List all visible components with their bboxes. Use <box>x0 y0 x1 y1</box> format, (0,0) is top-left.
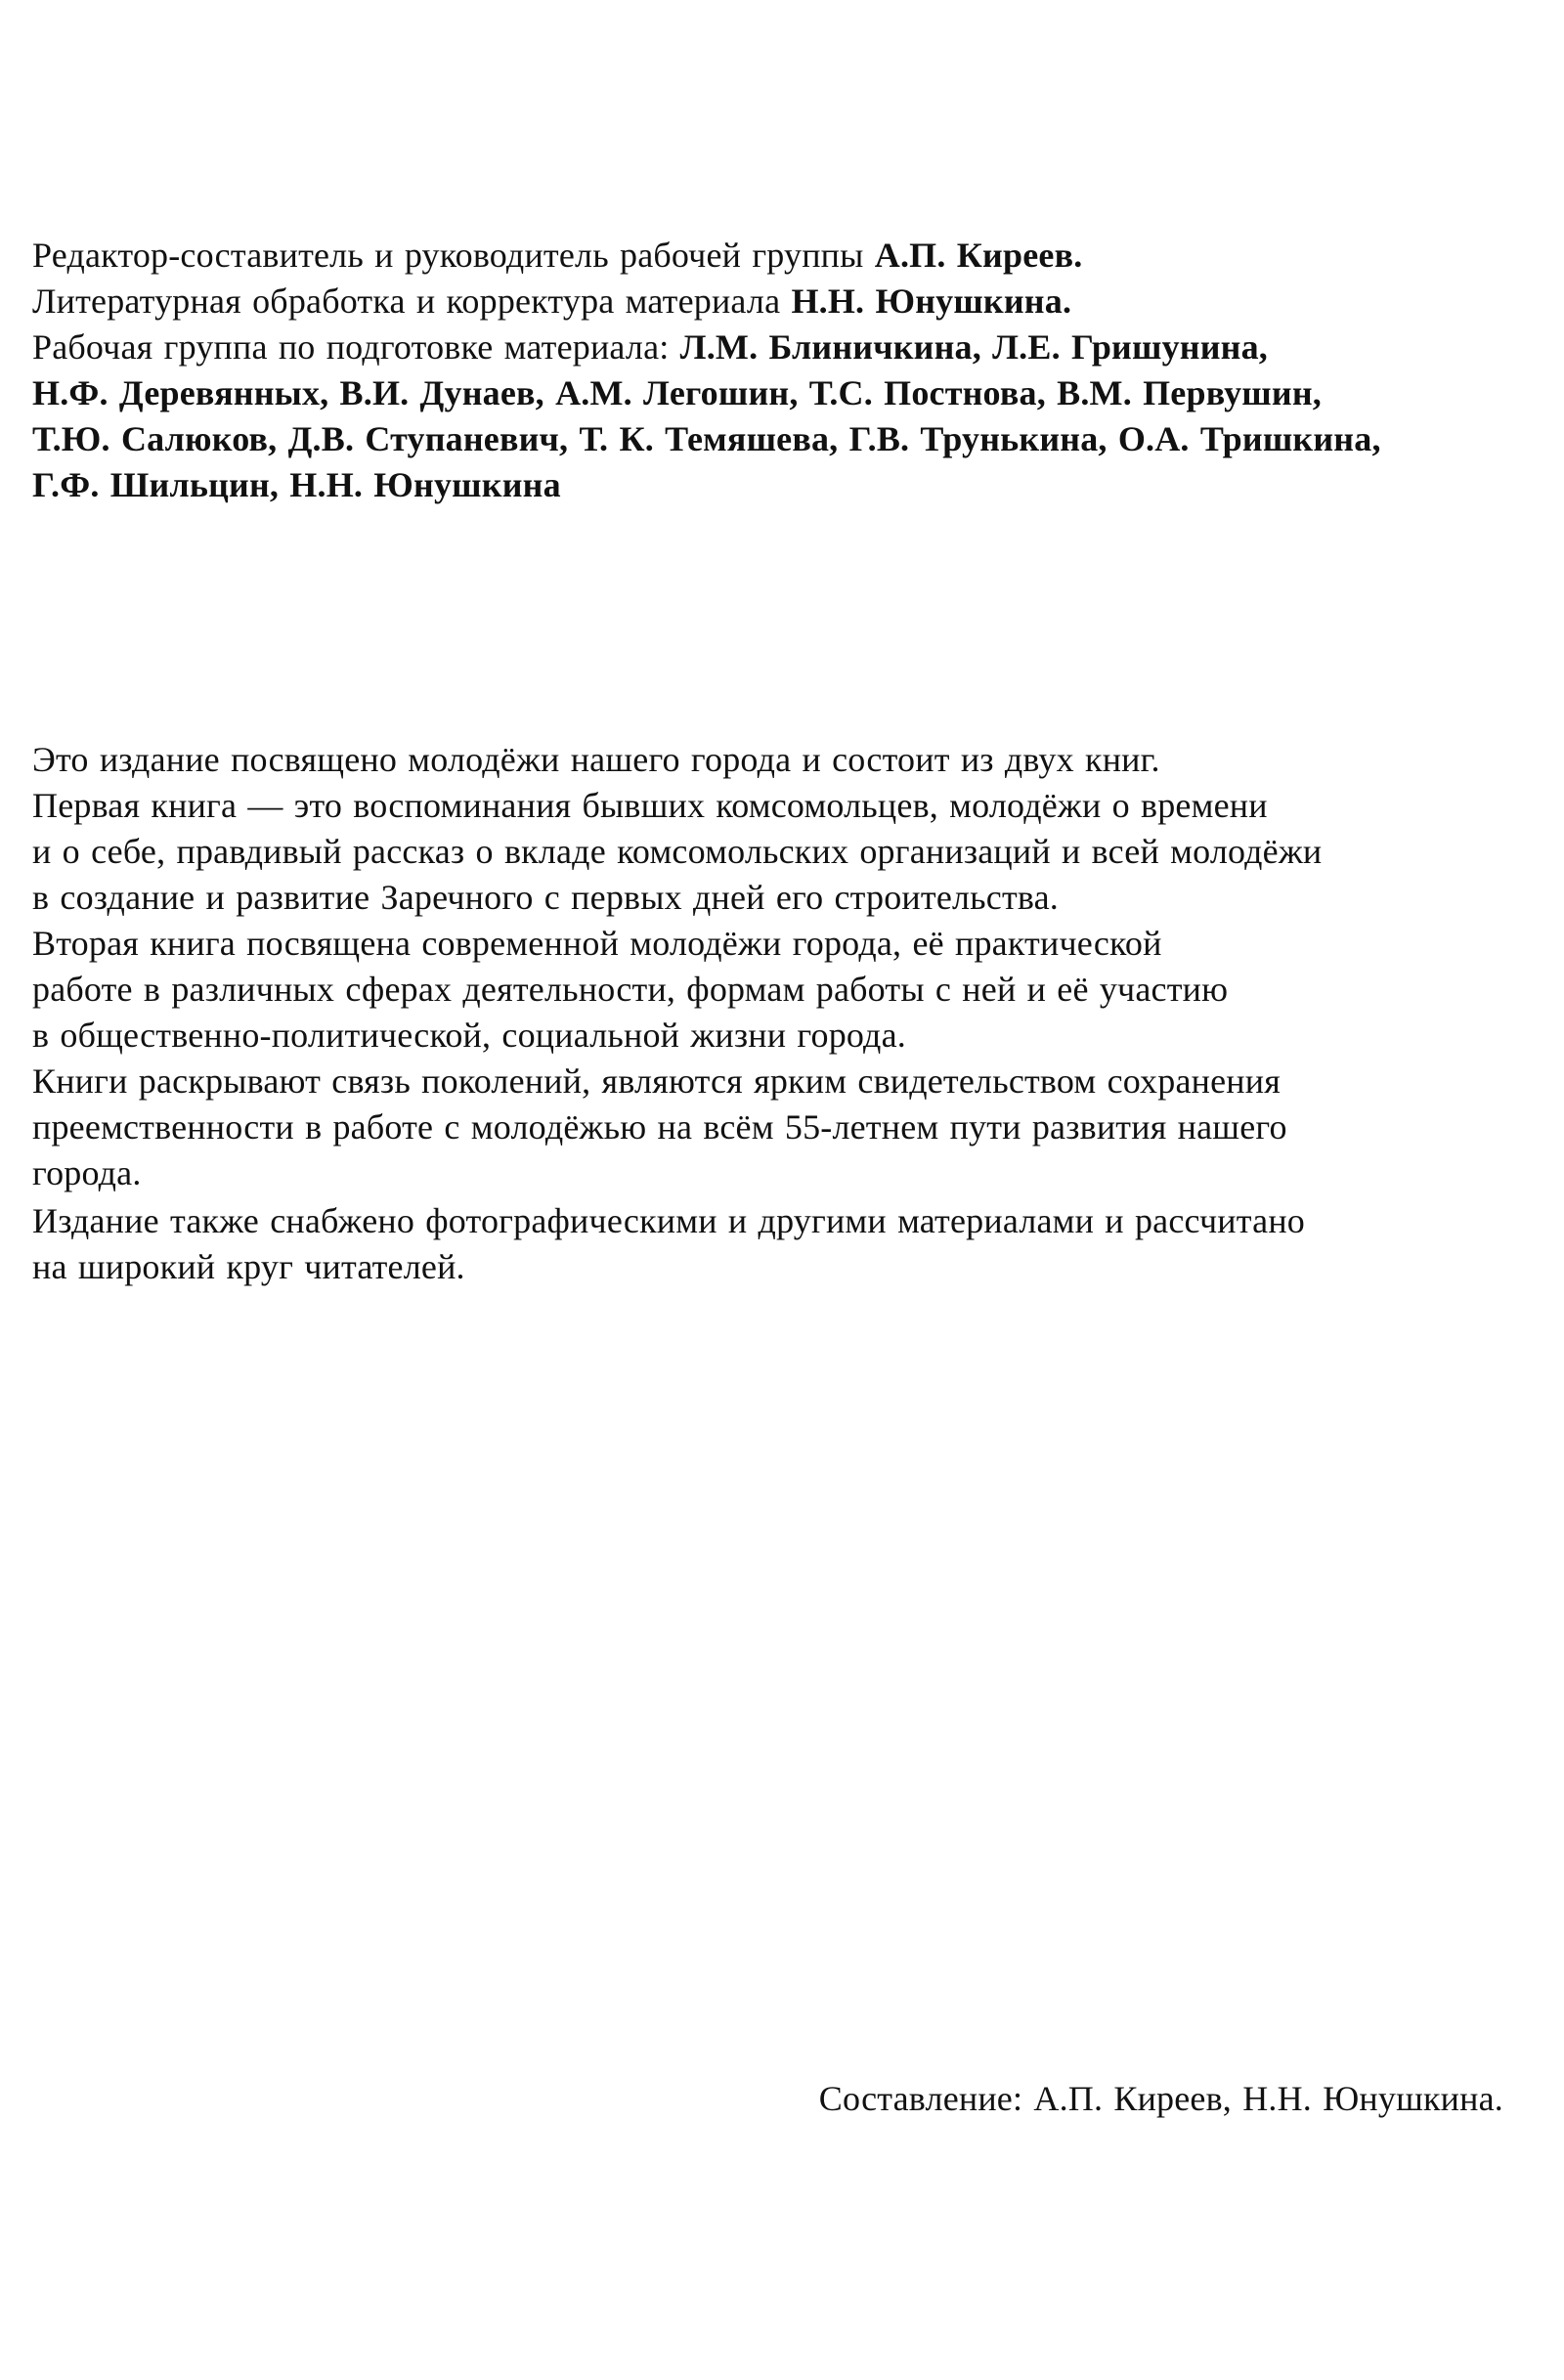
text-line <box>32 737 1525 783</box>
editorial-credits-block <box>32 233 1525 508</box>
text-segment: Вторая книга посвящена современной молодёжи города, её практической <box>32 924 1162 963</box>
compilation-credit-line <box>32 2076 1525 2122</box>
text-segment: в общественно-политической, социальной жизни города. <box>32 1016 906 1055</box>
text-segment: работе в различных сферах деятельности, формам работы с ней и её участию <box>32 970 1229 1009</box>
text-line <box>32 370 1525 416</box>
text-segment: Рабочая группа по подготовке материала: <box>32 327 680 367</box>
text-segment: преемственности в работе с молодёжью на всём 55-летнем пути развития нашего <box>32 1107 1287 1147</box>
name-emphasis: Т.Ю. Салюков, Д.В. Ступаневич, Т. К. Темяшева, Г.В. Трунькина, О.А. Тришкина, <box>32 419 1381 458</box>
text-segment: Издание также снабжено фотографическими и другими материалами и рассчитано <box>32 1201 1305 1240</box>
edition-description-block <box>32 737 1525 1196</box>
text-line <box>32 1013 1525 1059</box>
text-segment: Книги раскрывают связь поколений, являются ярким свидетельством сохранения <box>32 1061 1281 1101</box>
text-line <box>32 1150 1525 1196</box>
text-segment: на широкий круг читателей. <box>32 1247 465 1286</box>
text-segment: в создание и развитие Заречного с первых дней его строительства. <box>32 878 1059 917</box>
text-segment: города. <box>32 1153 142 1192</box>
text-line <box>32 1244 1525 1290</box>
text-line <box>32 921 1525 967</box>
name-emphasis: Г.Ф. Шильцин, Н.Н. Юнушкина <box>32 465 561 504</box>
compilation-credit-text: Составление: А.П. Киреев, Н.Н. Юнушкина. <box>818 2079 1503 2118</box>
text-line <box>32 1059 1525 1104</box>
name-emphasis: Н.Ф. Деревянных, В.И. Дунаев, А.М. Легошин, Т.С. Постнова, В.М. Первушин, <box>32 373 1322 412</box>
name-emphasis: Л.М. Блиничкина, Л.Е. Гришунина, <box>679 327 1269 367</box>
text-line <box>32 875 1525 921</box>
text-line <box>32 279 1525 325</box>
text-line <box>32 829 1525 875</box>
readership-note-block <box>32 1198 1525 1290</box>
text-segment: и о себе, правдивый рассказ о вкладе комсомольских организаций и всей молодёжи <box>32 832 1323 871</box>
text-line <box>32 1198 1525 1244</box>
text-line <box>32 462 1525 508</box>
text-line <box>32 967 1525 1013</box>
name-emphasis: Н.Н. Юнушкина. <box>791 281 1072 321</box>
text-line <box>32 325 1525 370</box>
text-line <box>32 1104 1525 1150</box>
text-segment: Редактор-составитель и руководитель рабочей группы <box>32 236 875 275</box>
text-segment: Литературная обработка и корректура материала <box>32 281 792 321</box>
text-line <box>32 233 1525 279</box>
text-line <box>32 416 1525 462</box>
text-line <box>32 783 1525 829</box>
name-emphasis: А.П. Киреев. <box>874 236 1083 275</box>
text-segment: Это издание посвящено молодёжи нашего города и состоит из двух книг. <box>32 740 1160 779</box>
text-segment: Первая книга — это воспоминания бывших комсомольцев, молодёжи о времени <box>32 786 1268 825</box>
